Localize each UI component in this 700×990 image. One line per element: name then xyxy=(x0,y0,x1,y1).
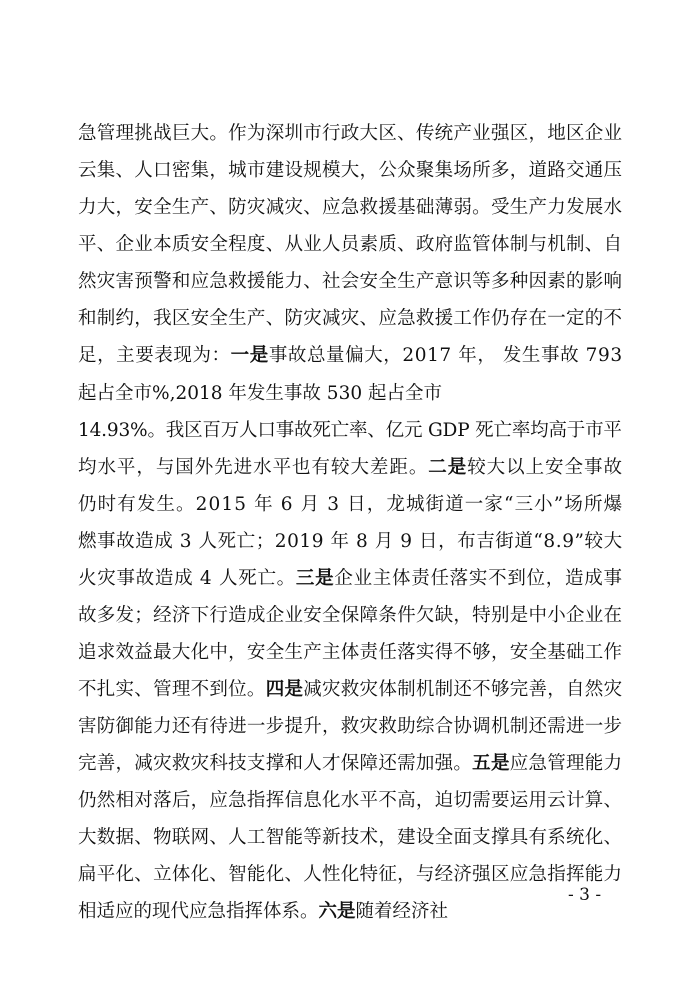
text-run: 较大以上安全事故 xyxy=(467,457,623,478)
text-line xyxy=(78,790,622,812)
text-run: 随着经济社 xyxy=(355,901,449,922)
text-run: 减灾救灾体制机制还不够完善，自然灾 xyxy=(303,679,623,700)
bold-run: 三是 xyxy=(295,568,335,589)
text-line xyxy=(78,271,622,293)
text-run: 不扎实、管理不到位。 xyxy=(78,679,266,700)
bold-run: 五是 xyxy=(472,753,510,774)
text-line xyxy=(78,716,622,738)
text-run: 和制约，我区安全生产、防灾减灾、应急救援工作仍存在一定的不 xyxy=(78,308,623,329)
text-run: 追求效益最大化中，安全生产主体责任落实得不够，安全基础工作 xyxy=(78,642,623,663)
text-run: 均水平，与国外先进水平也有较大差距。 xyxy=(78,457,429,478)
text-run: 故多发；经济下行造成企业安全保障条件欠缺，特别是中小企业在 xyxy=(78,605,623,626)
text-line xyxy=(78,160,622,182)
text-line xyxy=(78,753,622,775)
text-run: 力大，安全生产、防灾减灾、应急救援基础薄弱。受生产力发展水 xyxy=(78,197,623,218)
text-run: 害防御能力还有待进一步提升，救灾救助综合协调机制还需进一步 xyxy=(78,716,623,737)
text-line xyxy=(78,901,448,923)
page-number: - 3 - xyxy=(568,885,602,905)
text-line xyxy=(78,531,623,553)
text-line xyxy=(78,568,623,590)
text-run: 燃事故造成 3 人死亡；2019 年 8 月 9 日，布吉街道“8.9”较大 xyxy=(78,531,623,552)
text-run: 14.93%。我区百万人口事故死亡率、亿元 GDP 死亡率均高于市平 xyxy=(78,420,622,441)
text-run: 起占全市%,2018 年发生事故 530 起占全市 xyxy=(78,383,442,404)
text-run: 应急管理能力 xyxy=(509,753,623,774)
text-run: 足，主要表现为： xyxy=(78,345,231,366)
text-run: 急管理挑战巨大。作为深圳市行政大区、传统产业强区，地区企业 xyxy=(78,123,623,144)
text-run: 仍时有发生。2015 年 6 月 3 日，龙城街道一家“三小”场所爆 xyxy=(78,494,624,515)
text-run: 大数据、物联网、人工智能等新技术，建设全面支撑具有系统化、 xyxy=(78,827,623,848)
text-run: 仍然相对落后，应急指挥信息化水平不高，迫切需要运用云计算、 xyxy=(78,790,623,811)
text-run: 完善，减灾救灾科技支撑和人才保障还需加强。 xyxy=(78,753,473,774)
text-line xyxy=(78,827,622,849)
text-run: 平、企业本质安全程度、从业人员素质、政府监管体制与机制、自 xyxy=(78,234,623,255)
text-run: 云集、人口密集，城市建设规模大，公众聚集场所多，道路交通压 xyxy=(78,160,623,181)
bold-run: 六是 xyxy=(318,901,356,922)
text-run: 然灾害预警和应急救援能力、社会安全生产意识等多种因素的影响 xyxy=(78,271,623,292)
text-line xyxy=(78,864,622,886)
text-run: 相适应的现代应急指挥体系。 xyxy=(78,901,319,922)
text-run: 扁平化、立体化、智能化、人性化特征，与经济强区应急指挥能力 xyxy=(78,864,623,885)
text-run: 火灾事故造成 4 人死亡。 xyxy=(78,568,296,589)
text-line xyxy=(78,308,622,330)
text-run: 企业主体责任落实不到位，造成事 xyxy=(334,568,623,589)
text-line xyxy=(78,197,622,219)
text-line xyxy=(78,679,622,701)
text-line xyxy=(78,642,622,664)
text-line xyxy=(78,345,623,367)
text-line xyxy=(78,605,622,627)
text-line xyxy=(78,457,623,479)
text-run: 事故总量偏大，2017 年， 发生事故 793 xyxy=(268,345,623,366)
text-line xyxy=(78,123,622,145)
bold-run: 二是 xyxy=(428,457,468,478)
text-line xyxy=(78,494,623,516)
bold-run: 一是 xyxy=(230,345,269,366)
text-line xyxy=(78,383,442,405)
text-line xyxy=(78,420,622,442)
text-line xyxy=(78,234,622,256)
bold-run: 四是 xyxy=(265,679,304,700)
